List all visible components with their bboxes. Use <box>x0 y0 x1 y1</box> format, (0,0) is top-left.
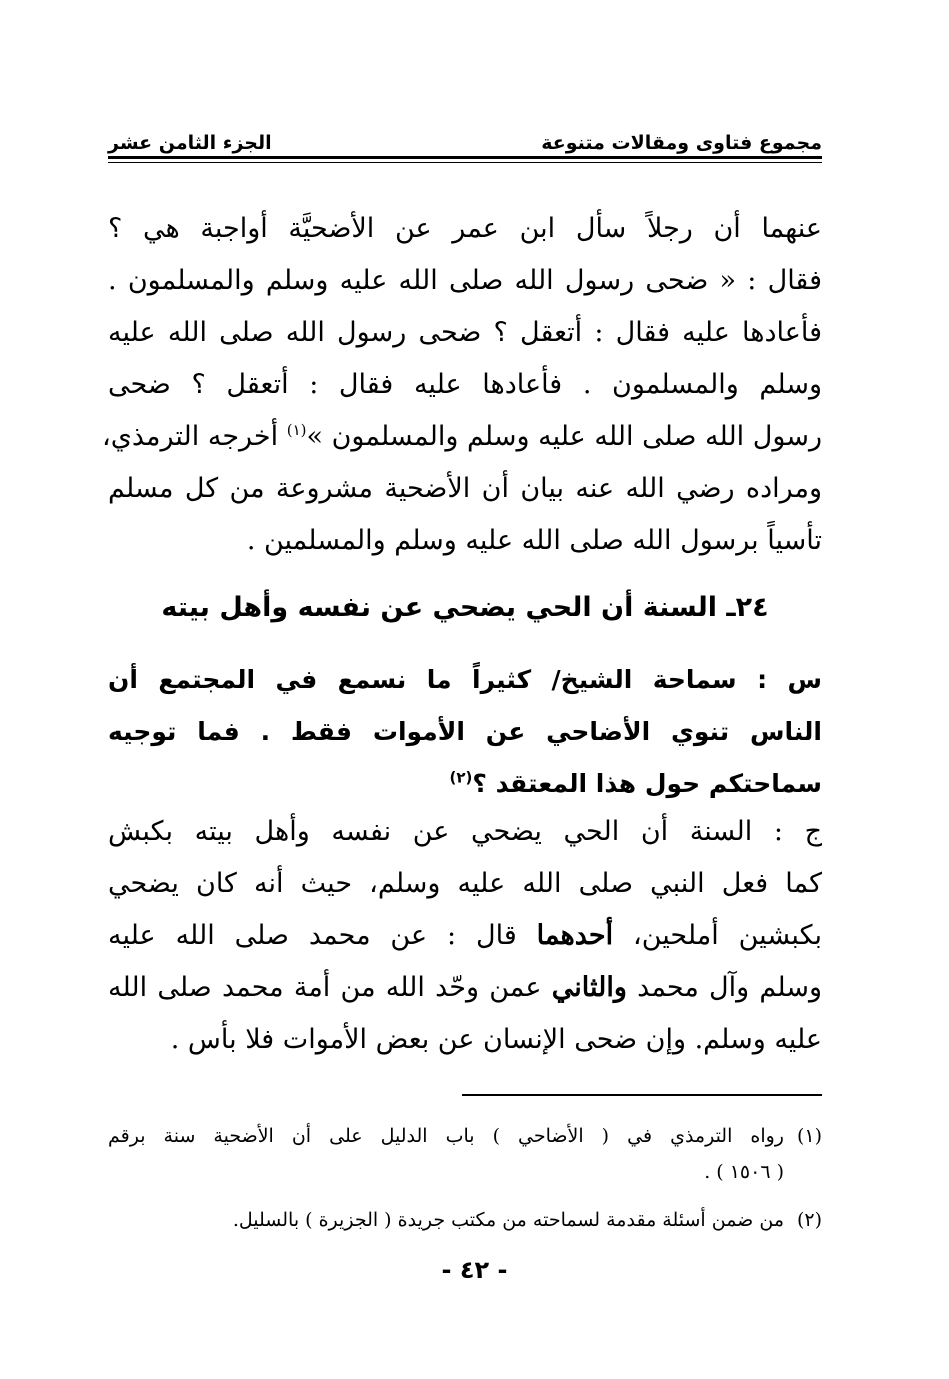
text-line: عنهما أن رجلاً سأل ابن عمر عن الأضحيَّة أواجبة هي ؟ <box>108 213 822 244</box>
text-line: فقال : « ضحى رسول الله صلى الله عليه وسلم والمسلمون . <box>108 265 822 296</box>
footnote-line: رواه الترمذي في ( الأضاحي ) باب الدليل على أن الأضحية سنة برقم <box>108 1125 784 1147</box>
bold-term: والثاني <box>551 972 627 1003</box>
answer-paragraph <box>108 806 822 1066</box>
footnote-2 <box>108 1202 822 1238</box>
text-segment: رسول الله صلى الله عليه وسلم والمسلمون » <box>306 421 822 452</box>
bold-term: أحدهما <box>536 920 614 951</box>
text-line: ومراده رضي الله عنه بيان أن الأضحية مشروعة من كل مسلم <box>108 473 822 504</box>
footnote-line: من ضمن أسئلة مقدمة لسماحته من مكتب جريدة ( الجزيرة ) بالسليل. <box>232 1209 784 1231</box>
answer-line: ج : السنة أن الحي يضحي عن نفسه وأهل بيته بكبش <box>108 816 822 847</box>
text-segment: سماحتكم حول هذا المعتقد ؟ <box>472 769 822 798</box>
footnote-ref-1: (١) <box>286 421 307 439</box>
question-line: الناس تنوي الأضاحي عن الأموات فقط . فما توجيه <box>108 717 822 746</box>
footnote-text <box>108 1118 784 1190</box>
footnotes <box>108 1118 822 1238</box>
footnote-text <box>108 1202 784 1238</box>
footnote-number: (٢) <box>796 1209 822 1231</box>
running-header <box>108 118 822 154</box>
header-volume: الجزء الثامن عشر <box>108 132 272 154</box>
text-line: وسلم والمسلمون . فأعادها عليه فقال : أتعقل ؟ ضحى <box>108 369 822 400</box>
answer-line: كما فعل النبي صلى الله عليه وسلم، حيث أنه كان يضحي <box>108 868 822 899</box>
question-line <box>108 758 822 810</box>
header-book-title: مجموع فتاوى ومقالات متنوعة <box>541 132 822 154</box>
header-rule-thin <box>108 162 822 163</box>
text-segment: عمن وحّد الله من أمة محمد صلى الله <box>108 972 552 1003</box>
page-number: - ٤٢ - <box>441 1256 508 1284</box>
answer-line <box>108 910 822 962</box>
header-rule-thick <box>108 156 822 159</box>
text-line: فأعادها عليه فقال : أتعقل ؟ ضحى رسول الله صلى الله عليه <box>108 317 822 348</box>
text-segment: وسلم وآل محمد <box>626 972 822 1003</box>
answer-line: عليه وسلم. وإن ضحى الإنسان عن بعض الأموات فلا بأس . <box>170 1024 822 1055</box>
section-heading: ٢٤ـ السنة أن الحي يضحي عن نفسه وأهل بيته <box>161 592 769 623</box>
text-segment: بكبشين أملحين، <box>613 920 822 951</box>
footnote-ref-2: (٢) <box>449 768 473 787</box>
footnote-number: (١) <box>796 1125 822 1147</box>
text-segment: أخرجه الترمذي، <box>102 421 287 452</box>
body-paragraph-1 <box>102 203 822 567</box>
footnote-separator <box>462 1094 822 1096</box>
question-line: س : سماحة الشيخ/ كثيراً ما نسمع في المجتمع أن <box>108 665 822 694</box>
text-line <box>102 411 822 463</box>
question-paragraph <box>108 654 822 810</box>
footnote-line: ( ١٥٠٦ ) . <box>704 1161 784 1183</box>
footnote-1 <box>108 1118 822 1190</box>
text-segment: قال : عن محمد صلى الله عليه <box>108 920 537 951</box>
answer-line <box>108 962 822 1014</box>
text-line: تأسياً برسول الله صلى الله عليه وسلم والمسلمين . <box>246 525 822 556</box>
